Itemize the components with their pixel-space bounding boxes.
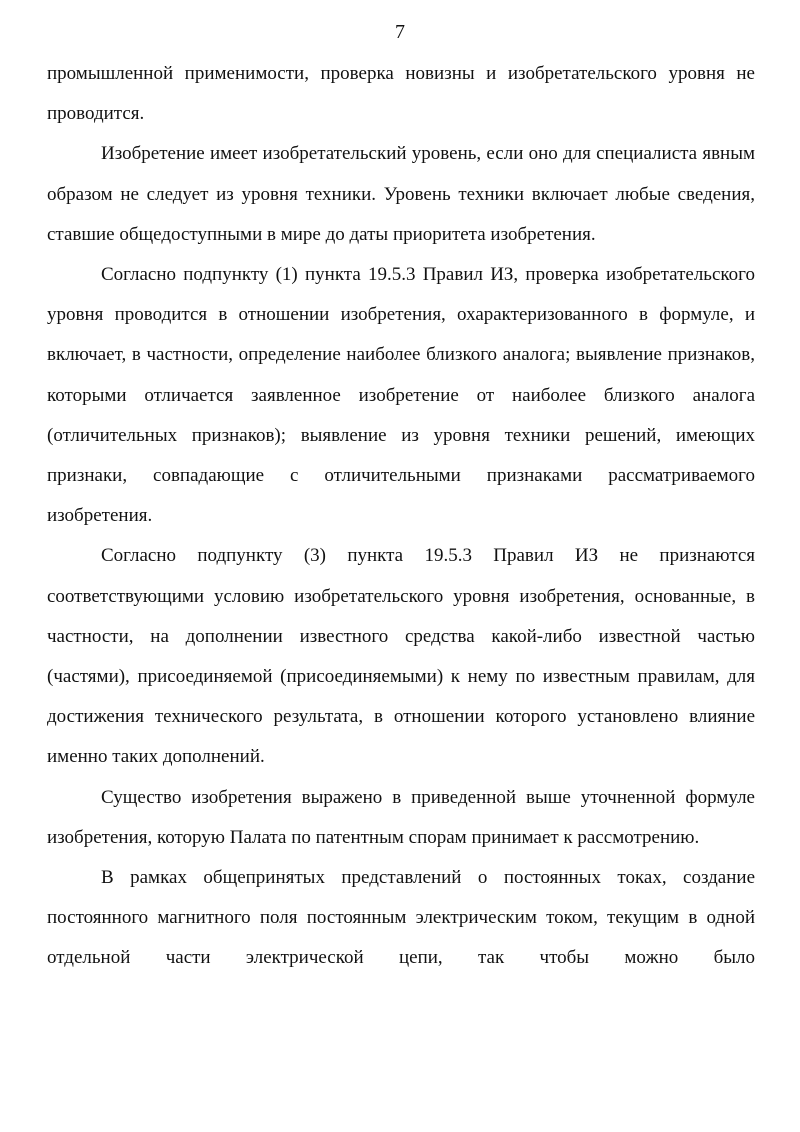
paragraph-invention-essence: Существо изобретения выражено в приведенной выше уточненной формуле изобретения, которую Палата по патентным спорам принимает к рассмотрению.: [47, 786, 755, 848]
paragraph-continuation: промышленной применимости, проверка новизны и изобретательского уровня не проводится.: [47, 63, 755, 125]
page-number: 7: [395, 21, 405, 43]
paragraph-inventive-step-definition: Изобретение имеет изобретательский уровень, если оно для специалиста явным образом не следует из уровня техники. Уровень техники включает любые сведения, ставшие общедоступными в мире до даты приоритета изобретения.: [47, 143, 755, 245]
paragraph-rule-subpoint-3: Согласно подпункту (3) пункта 19.5.3 Правил ИЗ не признаются соответствующими условию изобретательского уровня изобретения, основанные, в частности, на дополнении известного средства какой-либо известной частью (частями), присоединяемой (присоединяемыми) к нему по известным правилам, для достижения технического результата, в отношении которого установлено влияние именно таких дополнений.: [47, 545, 755, 768]
paragraph-constant-currents: В рамках общепринятых представлений о постоянных токах, создание постоянного магнитного поля постоянным электрическим током, текущим в одной отдельной части электрической цепи, так чтобы можно было: [47, 867, 755, 969]
paragraph-rule-subpoint-1: Согласно подпункту (1) пункта 19.5.3 Правил ИЗ, проверка изобретательского уровня проводится в отношении изобретения, охарактеризованного в формуле, и включает, в частности, определение наиболее близкого аналога; выявление признаков, которыми отличается заявленное изобретение от наиболее близкого аналога (отличительных признаков); выявление из уровня техники решений, имеющих признаки, совпадающие с отличительными признаками рассматриваемого изобретения.: [47, 264, 755, 527]
document-body: [47, 54, 755, 979]
